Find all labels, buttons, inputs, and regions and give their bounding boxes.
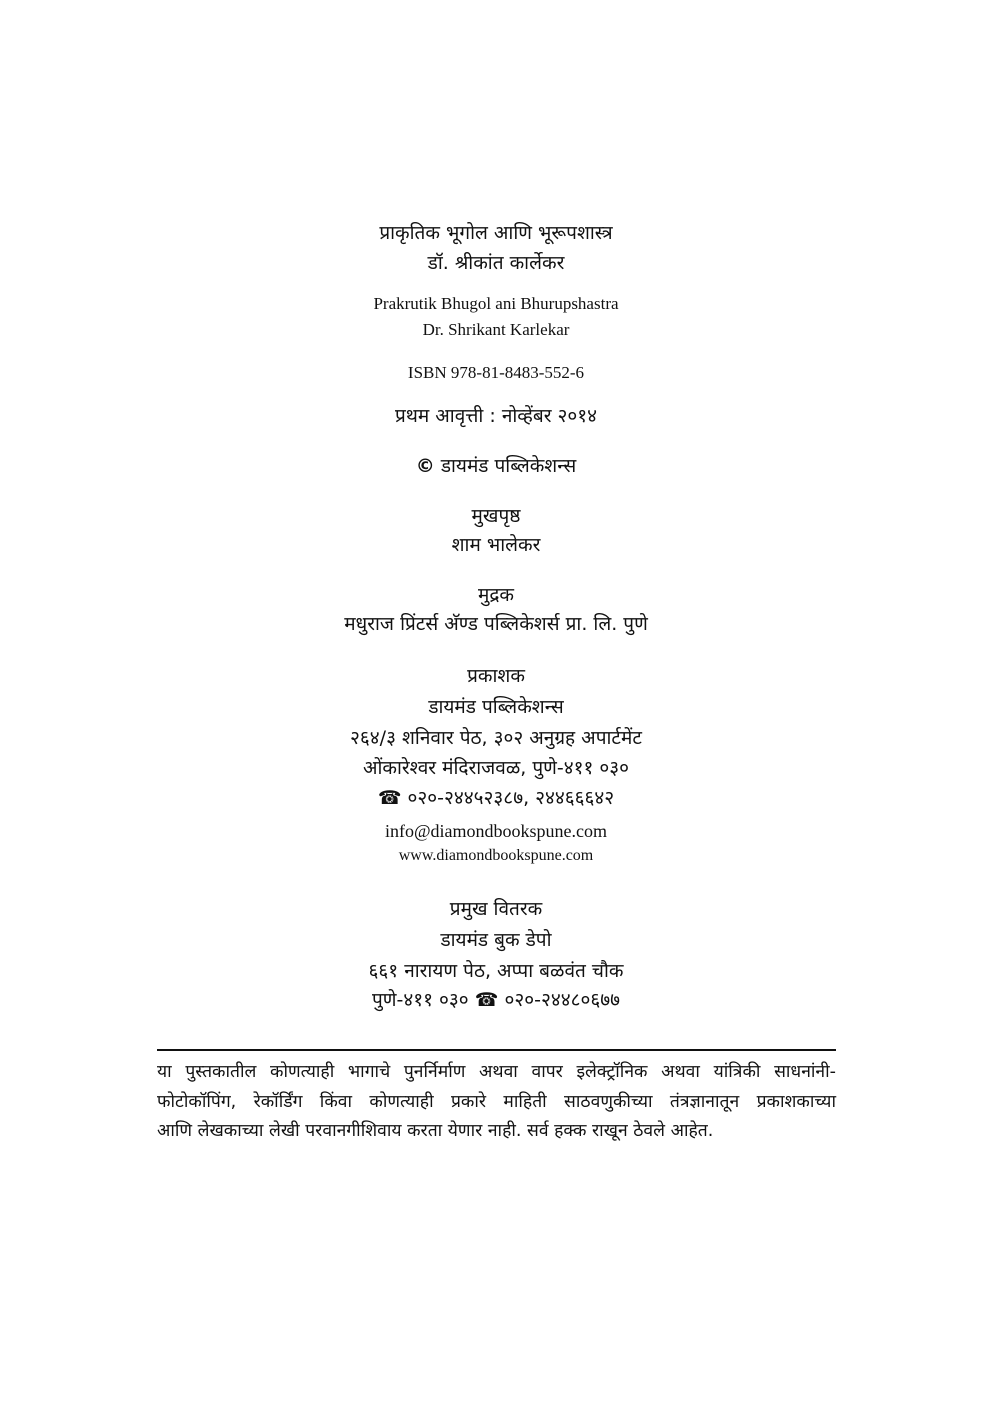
notice-line: या पुस्तकातील कोणत्याही भागाचे पुनर्निर्माण अथवा वापर इलेक्ट्रॉनिक अथवा यांत्रिकी साधनांनी- <box>157 1062 836 1082</box>
copyright-line <box>0 452 992 478</box>
title-english: Prakrutik Bhugol ani Bhurupshastra <box>373 294 619 313</box>
copyright-symbol: © <box>415 455 435 477</box>
edition: प्रथम आवृत्ती : नोव्हेंबर २०१४ <box>394 405 598 427</box>
distributor-heading: प्रमुख वितरक <box>449 898 543 920</box>
notice-line: आणि लेखकाच्या लेखी परवानगीशिवाय करता येणार नाही. सर्व हक्क राखून ठेवले आहेत. <box>157 1121 714 1141</box>
isbn: ISBN 978-81-8483-552-6 <box>407 363 585 382</box>
author-marathi: डॉ. श्रीकांत कार्लेकर <box>427 252 565 274</box>
distributor-address-2 <box>0 986 992 1012</box>
publisher-address-2: ओंकारेश्वर मंदिराजवळ, पुणे-४११ ०३० <box>362 757 630 779</box>
copyright-notice <box>157 1058 836 1147</box>
publisher-website: www.diamondbookspune.com <box>398 847 594 864</box>
distributor-address-1: ६६१ नारायण पेठ, अप्पा बळवंत चौक <box>368 960 624 982</box>
phone-icon: ☎ <box>377 787 402 809</box>
notice-line: फोटोकॉपिंग, रेकॉर्डिंग किंवा कोणत्याही प्रकारे माहिती साठवणुकीच्या तंत्रज्ञानातून प्रकाशकाच्या <box>157 1091 836 1112</box>
publisher-address-1: २६४/३ शनिवार पेठ, ३०२ अनुग्रह अपार्टमेंट <box>350 727 642 749</box>
title-marathi: प्राकृतिक भूगोल आणि भूरूपशास्त्र <box>379 222 613 244</box>
publisher-email: info@diamondbookspune.com <box>384 821 608 841</box>
divider <box>157 1049 836 1051</box>
publisher-name: डायमंड पब्लिकेशन्स <box>428 696 564 718</box>
publisher-heading: प्रकाशक <box>467 665 525 687</box>
printer-name: मधुराज प्रिंटर्स अ‍ॅण्ड पब्लिकेशर्स प्रा. लि. पुणे <box>344 613 648 635</box>
distributor-name: डायमंड बुक डेपो <box>440 929 552 951</box>
author-english: Dr. Shrikant Karlekar <box>422 320 570 339</box>
printer-heading: मुद्रक <box>477 584 515 606</box>
distributor-phone: ०२०-२४४८०६७७ <box>504 989 621 1011</box>
copyright-holder: डायमंड पब्लिकेशन्स <box>440 455 577 477</box>
cover-artist: शाम भालेकर <box>451 534 541 556</box>
phone-icon: ☎ <box>474 989 499 1011</box>
distributor-city: पुणे-४११ ०३० <box>371 989 469 1011</box>
publisher-phone-line <box>0 784 992 810</box>
publisher-phone: ०२०-२४४५२३८७, २४४६६६४२ <box>407 787 615 809</box>
cover-heading: मुखपृष्ठ <box>471 505 521 527</box>
